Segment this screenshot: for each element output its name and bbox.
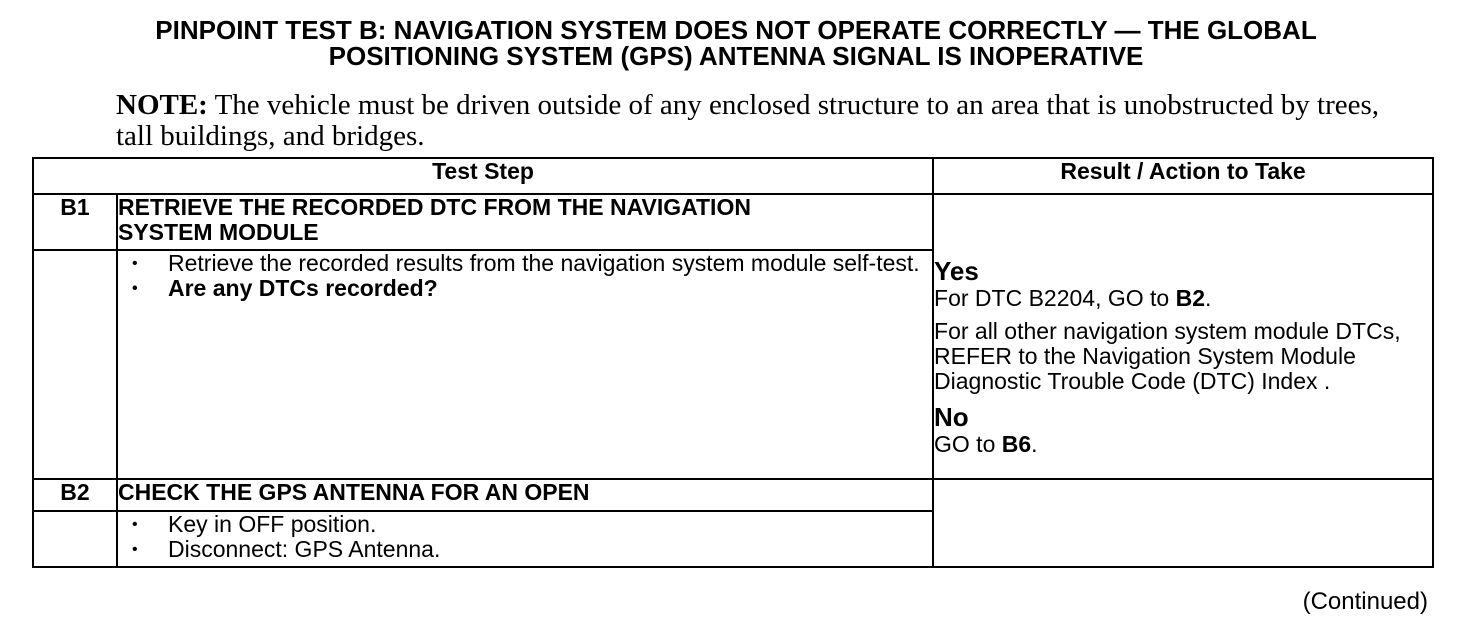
result-yes-text-2: For all other navigation system module DTCs, REFER to the Navigation System Module Diagnostic Trouble Code (DTC) Index . <box>934 318 1401 394</box>
step-title-b1 <box>117 194 933 250</box>
empty-id-cell <box>33 250 117 479</box>
step-id-b1: B1 <box>33 194 117 250</box>
list-item: • Key in OFF position. <box>132 512 932 537</box>
result-yes-label: Yes <box>934 256 979 286</box>
result-yes-text: For DTC B2204, GO to B2. <box>934 285 1212 311</box>
note <box>116 90 1416 152</box>
table-header-row <box>33 158 1433 194</box>
step-id-b2: B2 <box>33 479 117 511</box>
note-label: NOTE: <box>116 89 208 121</box>
step-title-b1-line2: SYSTEM MODULE <box>118 219 319 245</box>
title-line-2: POSITIONING SYSTEM (GPS) ANTENNA SIGNAL IS INOPERATIVE <box>328 41 1144 71</box>
note-text: The vehicle must be driven outside of any enclosed structure to an area that is unobstructed by trees, tall buildings, and bridges. <box>116 89 1380 152</box>
continued-label: (Continued) <box>1302 588 1428 615</box>
step-title-b2: CHECK THE GPS ANTENNA FOR AN OPEN <box>117 479 933 511</box>
list-item: • Are any DTCs recorded? <box>132 276 932 301</box>
result-no-text: GO to B6. <box>934 431 1038 457</box>
step-actions-b2 <box>117 511 933 567</box>
table-row <box>33 479 1433 511</box>
header-result-action: Result / Action to Take <box>933 158 1433 194</box>
empty-id-cell <box>33 511 117 567</box>
goto-b2-link: B2 <box>1175 285 1206 311</box>
header-test-step: Test Step <box>33 158 933 194</box>
table-row <box>33 194 1433 250</box>
result-b1 <box>933 194 1433 479</box>
result-b2 <box>933 479 1433 567</box>
step-title-b1-line1: RETRIEVE THE RECORDED DTC FROM THE NAVIGATION <box>118 194 751 220</box>
title-line-1: PINPOINT TEST B: NAVIGATION SYSTEM DOES NOT OPERATE CORRECTLY — THE GLOBAL <box>155 15 1317 45</box>
list-item: • Disconnect: GPS Antenna. <box>132 537 932 562</box>
page-title <box>40 17 1432 69</box>
step-actions-b1 <box>117 250 933 479</box>
goto-b6-link: B6 <box>1001 431 1032 457</box>
pinpoint-test-table <box>32 157 1434 568</box>
list-item: • Retrieve the recorded results from the navigation system module self-test. <box>132 251 932 276</box>
result-no-label: No <box>934 402 969 432</box>
